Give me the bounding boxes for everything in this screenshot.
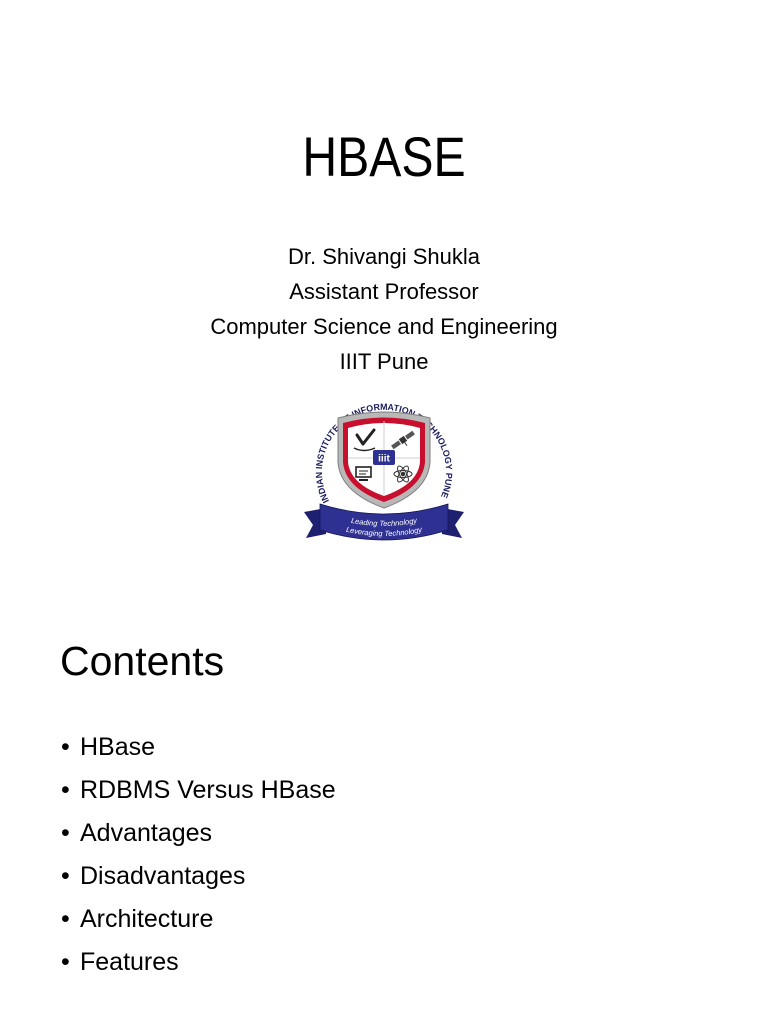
bullet-marker: •	[61, 775, 70, 804]
iiit-pune-logo	[302, 388, 466, 548]
list-item-label: Disadvantages	[80, 862, 246, 891]
ribbon-banner	[304, 504, 464, 540]
bullet-marker: •	[61, 732, 70, 761]
author-designation: Assistant Professor	[289, 278, 479, 304]
logo-banner-line-2: Leveraging Technology	[345, 524, 423, 539]
list-item-label: Features	[80, 948, 179, 977]
list-item	[61, 855, 336, 898]
list-item-label: RDBMS Versus HBase	[80, 775, 336, 804]
logo-banner-line-1: Leading Technology	[350, 515, 418, 529]
list-item	[61, 812, 336, 855]
contents-list	[61, 726, 336, 985]
list-item-label: Advantages	[80, 818, 213, 847]
list-item	[61, 726, 336, 769]
author-institute: IIIT Pune	[339, 349, 429, 375]
bullet-marker: •	[61, 862, 70, 891]
author-department: Computer Science and Engineering	[210, 314, 558, 340]
list-item	[61, 898, 336, 941]
bullet-marker: •	[61, 905, 70, 934]
list-item	[61, 941, 336, 984]
list-item-label: HBase	[80, 732, 156, 761]
logo-center-mark: iiit	[378, 453, 390, 465]
author-block	[0, 239, 768, 380]
contents-heading: Contents	[60, 637, 225, 684]
slide-title: HBASE	[302, 125, 466, 188]
bullet-marker: •	[61, 818, 70, 847]
list-item-label: Architecture	[80, 905, 214, 934]
bullet-marker: •	[61, 948, 70, 977]
list-item	[61, 769, 336, 812]
logo-ring-text: INDIAN INSTITUTE NFORMATION HNOLOGY PUNE	[313, 401, 455, 505]
iiit-mark-icon	[373, 450, 395, 465]
author-name: Dr. Shivangi Shukla	[288, 243, 480, 269]
